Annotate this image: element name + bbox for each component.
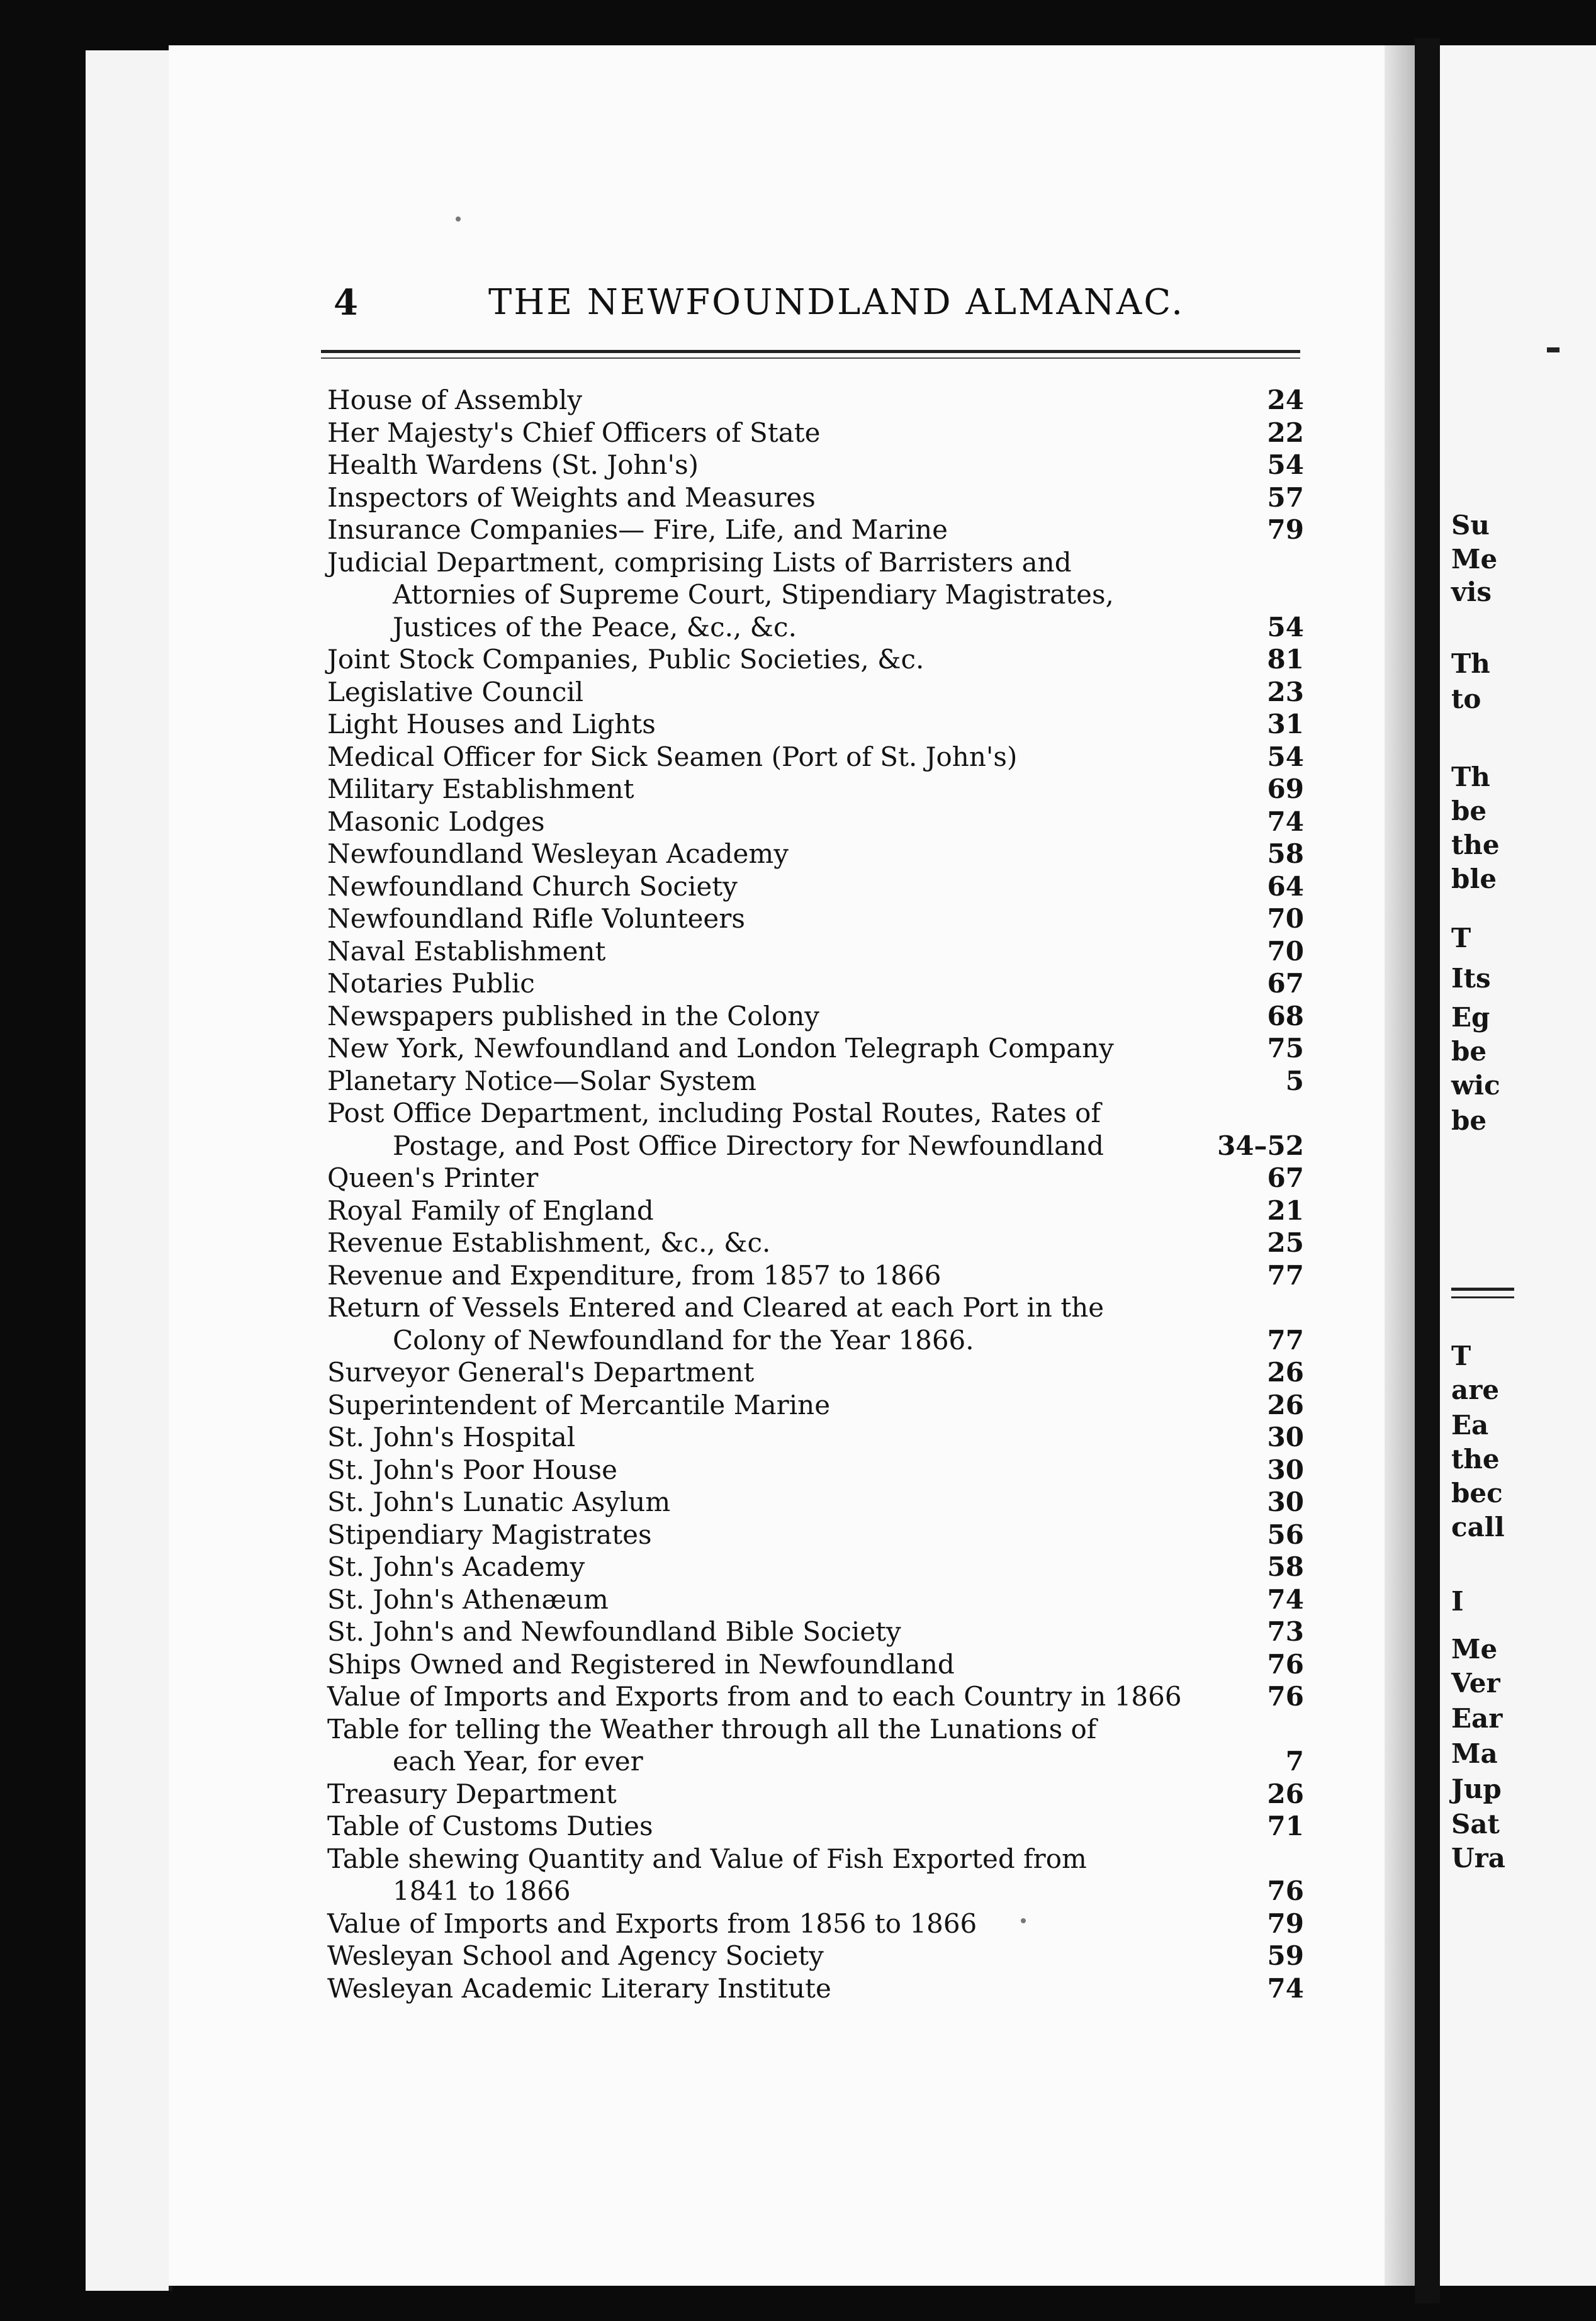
index-entry xyxy=(327,1356,1309,1389)
entry-page-number: 77 xyxy=(1267,1324,1304,1356)
entry-title: St. John's and Newfoundland Bible Society xyxy=(327,1616,901,1647)
entry-page-number: 79 xyxy=(1267,514,1304,545)
entry-title: St. John's Athenæum xyxy=(327,1583,609,1615)
index-entry xyxy=(327,1194,1309,1227)
next-page-rule xyxy=(1451,1296,1514,1298)
entry-page-number: 74 xyxy=(1267,1972,1304,2004)
next-page-rule xyxy=(1547,347,1559,352)
index-entry xyxy=(327,417,1309,449)
entry-page-number: 56 xyxy=(1267,1519,1304,1550)
book-gutter xyxy=(1415,38,1440,2303)
entry-title: Her Majesty's Chief Officers of State xyxy=(327,417,821,448)
entry-page-number: 26 xyxy=(1267,1389,1304,1420)
index-entry xyxy=(327,1713,1309,1778)
entry-title: St. John's Hospital xyxy=(327,1422,576,1453)
index-entry xyxy=(327,384,1309,417)
entry-title: Newfoundland Church Society xyxy=(327,870,738,902)
entry-title: Light Houses and Lights xyxy=(327,709,656,739)
index-entry xyxy=(327,1227,1309,1259)
entry-title: New York, Newfoundland and London Telegraph Company xyxy=(327,1033,1114,1064)
entry-title: Military Establishment xyxy=(327,773,634,804)
entry-title: Return of Vessels Entered and Cleared at each Port in the xyxy=(327,1292,1104,1323)
entry-title: Judicial Department, comprising Lists of Barristers and xyxy=(327,546,1072,578)
next-page-fragment: Ea xyxy=(1451,1410,1489,1441)
entry-title: Revenue and Expenditure, from 1857 to 1866 xyxy=(327,1259,941,1291)
index-entry xyxy=(327,1843,1309,1908)
entry-page-number: 54 xyxy=(1267,449,1304,480)
entry-title: Medical Officer for Sick Seamen (Port of St. John's) xyxy=(327,741,1018,772)
entry-title: Royal Family of England xyxy=(327,1194,654,1226)
index-entry xyxy=(327,1259,1309,1292)
entry-title: Inspectors of Weights and Measures xyxy=(327,481,816,513)
index-entry xyxy=(327,1680,1309,1713)
entry-page-number: 70 xyxy=(1267,935,1304,967)
index-entry xyxy=(327,967,1309,1000)
next-page-fragment: the xyxy=(1451,829,1500,860)
index-entry xyxy=(327,546,1309,644)
entry-title-continuation: Colony of Newfoundland for the Year 1866. xyxy=(393,1324,974,1356)
index-entry xyxy=(327,708,1309,741)
next-page-fragment: Eg xyxy=(1451,1002,1490,1033)
index-entry xyxy=(327,1810,1309,1843)
entry-page-number: 74 xyxy=(1267,1583,1304,1615)
entry-page-number: 74 xyxy=(1267,806,1304,837)
entry-page-number: 26 xyxy=(1267,1778,1304,1809)
paper-speck xyxy=(1021,1918,1026,1923)
index-entry xyxy=(327,935,1309,968)
next-page-fragment: the xyxy=(1451,1444,1500,1475)
running-title: THE NEWFOUNDLAND ALMANAC. xyxy=(488,282,1184,323)
index-entry xyxy=(327,1291,1309,1356)
entry-title: Newfoundland Wesleyan Academy xyxy=(327,838,789,869)
next-page-fragment: call xyxy=(1451,1512,1505,1543)
page-fold-shadow xyxy=(1385,45,1415,2286)
entry-page-number: 21 xyxy=(1267,1194,1304,1226)
next-page-fragment: Its xyxy=(1451,963,1491,994)
entry-page-number: 30 xyxy=(1267,1454,1304,1485)
entry-title: Masonic Lodges xyxy=(327,806,545,837)
index-entry xyxy=(327,1648,1309,1681)
entry-page-number: 58 xyxy=(1267,838,1304,869)
entry-page-number: 54 xyxy=(1267,741,1304,772)
next-page-rule xyxy=(1451,1288,1514,1291)
entry-page-number: 71 xyxy=(1267,1811,1304,1841)
entry-title-continuation: each Year, for ever xyxy=(393,1746,643,1777)
index-entry xyxy=(327,1486,1309,1519)
entry-page-number: 25 xyxy=(1267,1227,1304,1258)
next-page-fragment: to xyxy=(1451,683,1481,714)
entry-title: Wesleyan Academic Literary Institute xyxy=(327,1972,831,2004)
entry-title: Table of Customs Duties xyxy=(327,1811,653,1841)
header-rule-thick xyxy=(321,350,1300,353)
index-entry xyxy=(327,1389,1309,1422)
index-entry xyxy=(327,481,1309,514)
index-entry xyxy=(327,1097,1309,1162)
index-entry xyxy=(327,1551,1309,1583)
entry-title-continuation: Postage, and Post Office Directory for Newfoundland xyxy=(393,1130,1104,1161)
entry-title: Planetary Notice—Solar System xyxy=(327,1065,757,1096)
index-entry xyxy=(327,1421,1309,1454)
index-entry xyxy=(327,1908,1309,1940)
entry-title: Insurance Companies— Fire, Life, and Marine xyxy=(327,514,948,545)
index-entry xyxy=(327,806,1309,838)
entry-page-number: 26 xyxy=(1267,1357,1304,1388)
entry-title: Value of Imports and Exports from 1856 to 1866 xyxy=(327,1908,977,1939)
next-page-fragment: Th xyxy=(1451,761,1490,792)
next-page-fragment: Me xyxy=(1451,1634,1498,1665)
entry-title: Naval Establishment xyxy=(327,935,606,967)
entry-title: Revenue Establishment, &c., &c. xyxy=(327,1227,771,1258)
index-entry xyxy=(327,870,1309,903)
next-page-fragment: are xyxy=(1451,1374,1500,1405)
entry-title-continuation: Justices of the Peace, &c., &c. xyxy=(393,611,797,643)
index-list xyxy=(327,384,1309,2004)
entry-title: Notaries Public xyxy=(327,968,535,999)
entry-title: Surveyor General's Department xyxy=(327,1357,755,1388)
index-entry xyxy=(327,1616,1309,1648)
next-page-fragment: be xyxy=(1451,1036,1487,1067)
index-entry xyxy=(327,902,1309,935)
next-page-fragment: be xyxy=(1451,1105,1487,1136)
entry-page-number: 23 xyxy=(1267,676,1304,707)
entry-page-number: 5 xyxy=(1285,1065,1304,1096)
next-page-fragment: Ver xyxy=(1451,1668,1500,1699)
entry-page-number: 59 xyxy=(1267,1940,1304,1971)
header-rule-thin xyxy=(321,357,1300,359)
entry-page-number: 68 xyxy=(1267,1000,1304,1031)
entry-page-number: 64 xyxy=(1267,870,1304,902)
next-page-fragment: Ear xyxy=(1451,1703,1503,1734)
entry-title: Table for telling the Weather through all the Lunations of xyxy=(327,1713,1097,1745)
entry-page-number: 76 xyxy=(1267,1681,1304,1712)
scan-border-left xyxy=(0,0,86,2321)
entry-title: St. John's Academy xyxy=(327,1551,585,1582)
index-entry xyxy=(327,514,1309,546)
entry-title: Stipendiary Magistrates xyxy=(327,1519,652,1550)
page-number: 4 xyxy=(334,282,358,323)
entry-title: Queen's Printer xyxy=(327,1162,539,1193)
index-entry xyxy=(327,676,1309,709)
next-page-fragment: Su xyxy=(1451,510,1490,541)
index-entry xyxy=(327,1162,1309,1194)
next-page-fragment: be xyxy=(1451,795,1487,826)
index-entry xyxy=(327,1519,1309,1551)
next-page-fragment: bec xyxy=(1451,1478,1503,1509)
next-page-fragment: Ura xyxy=(1451,1843,1505,1874)
entry-page-number: 79 xyxy=(1267,1908,1304,1939)
entry-page-number: 22 xyxy=(1267,417,1304,448)
entry-title: Health Wardens (St. John's) xyxy=(327,449,699,480)
index-entry xyxy=(327,449,1309,481)
next-page-fragment: Me xyxy=(1451,544,1498,575)
entry-title: Newspapers published in the Colony xyxy=(327,1000,820,1031)
index-entry xyxy=(327,1032,1309,1065)
entry-title: St. John's Lunatic Asylum xyxy=(327,1486,671,1517)
paper-speck xyxy=(456,216,461,222)
entry-page-number: 54 xyxy=(1267,611,1304,643)
entry-page-number: 76 xyxy=(1267,1648,1304,1680)
entry-page-number: 67 xyxy=(1267,1162,1304,1193)
entry-page-number: 31 xyxy=(1267,709,1304,739)
entry-page-number: 73 xyxy=(1267,1616,1304,1647)
entry-title: House of Assembly xyxy=(327,385,583,415)
next-page-fragment: Sat xyxy=(1451,1809,1500,1840)
next-page-fragment: ble xyxy=(1451,863,1497,894)
entry-page-number: 67 xyxy=(1267,968,1304,999)
next-page-fragment: Jup xyxy=(1451,1773,1502,1804)
entry-title: Superintendent of Mercantile Marine xyxy=(327,1389,831,1420)
next-page-fragment: vis xyxy=(1451,576,1492,607)
next-page-fragment: T xyxy=(1451,1340,1471,1371)
entry-title: Treasury Department xyxy=(327,1778,617,1809)
entry-page-number: 70 xyxy=(1267,903,1304,934)
entry-title: Post Office Department, including Postal Routes, Rates of xyxy=(327,1098,1101,1128)
entry-title: Value of Imports and Exports from and to each Country in 1866 xyxy=(327,1681,1182,1712)
entry-page-number: 30 xyxy=(1267,1486,1304,1517)
index-entry xyxy=(327,741,1309,773)
index-entry xyxy=(327,1000,1309,1033)
entry-page-number: 77 xyxy=(1267,1259,1304,1291)
index-entry xyxy=(327,1940,1309,1972)
entry-page-number: 75 xyxy=(1267,1033,1304,1064)
next-page-fragment: wic xyxy=(1451,1070,1500,1101)
index-entry xyxy=(327,838,1309,870)
index-entry xyxy=(327,1778,1309,1811)
index-entry xyxy=(327,1454,1309,1486)
next-page-fragment: T xyxy=(1451,923,1471,953)
next-page-fragment: Th xyxy=(1451,648,1490,679)
entry-title-continuation: Attornies of Supreme Court, Stipendiary Magistrates, xyxy=(393,579,1114,610)
entry-title: Newfoundland Rifle Volunteers xyxy=(327,903,745,934)
entry-title: Table shewing Quantity and Value of Fish Exported from xyxy=(327,1843,1087,1874)
entry-title: St. John's Poor House xyxy=(327,1454,617,1485)
entry-page-number: 30 xyxy=(1267,1422,1304,1453)
entry-page-number: 81 xyxy=(1267,644,1304,675)
index-entry xyxy=(327,643,1309,676)
index-entry xyxy=(327,1972,1309,2005)
entry-title: Legislative Council xyxy=(327,676,584,707)
entry-page-number: 7 xyxy=(1285,1746,1304,1777)
entry-title: Joint Stock Companies, Public Societies, &c. xyxy=(327,644,924,675)
index-entry xyxy=(327,1583,1309,1616)
entry-page-number: 34–52 xyxy=(1217,1130,1304,1161)
next-page-fragment: I xyxy=(1451,1586,1464,1617)
entry-page-number: 24 xyxy=(1267,385,1304,415)
entry-page-number: 76 xyxy=(1267,1875,1304,1906)
entry-page-number: 57 xyxy=(1267,481,1304,513)
entry-title: Ships Owned and Registered in Newfoundland xyxy=(327,1648,955,1680)
entry-title-continuation: 1841 to 1866 xyxy=(393,1875,571,1906)
entry-title: Wesleyan School and Agency Society xyxy=(327,1940,824,1971)
next-page-fragment: Ma xyxy=(1451,1738,1498,1769)
previous-page-edge xyxy=(86,50,172,2291)
index-entry xyxy=(327,1065,1309,1098)
entry-page-number: 58 xyxy=(1267,1551,1304,1582)
entry-page-number: 69 xyxy=(1267,773,1304,804)
index-entry xyxy=(327,773,1309,806)
next-page-edge xyxy=(1440,45,1596,2286)
